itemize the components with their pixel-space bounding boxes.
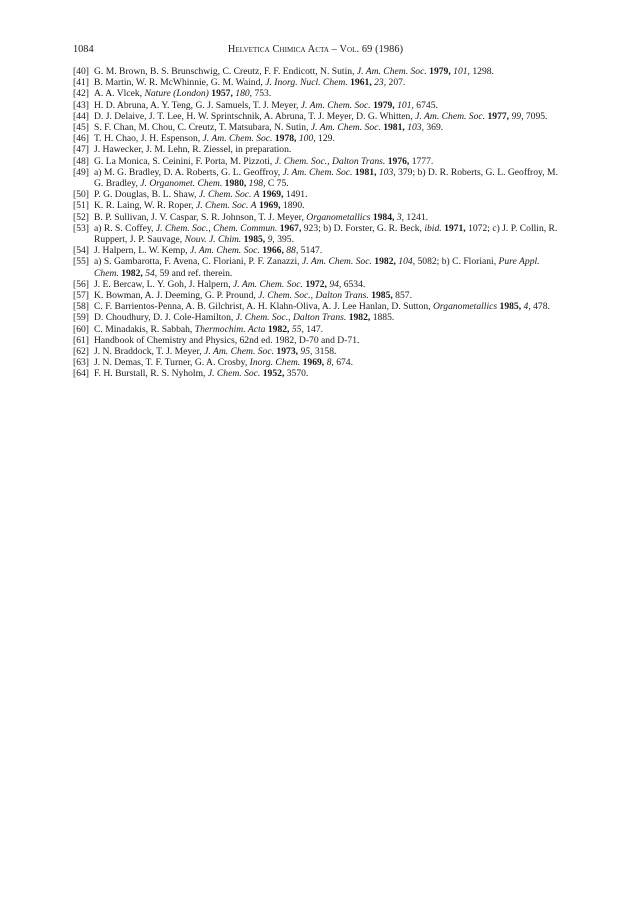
reference-italic-run: Pure Appl. Chem.: [94, 256, 540, 279]
reference-italic-run: J. Chem. Soc.: [207, 368, 261, 380]
reference-italic-run: Organometallics: [306, 211, 371, 223]
reference-text-run: 7095.: [523, 110, 548, 122]
reference-italic-run: 54,: [145, 267, 158, 279]
reference-number: [59]: [73, 312, 89, 324]
reference-year: 1980,: [224, 178, 247, 190]
reference-text-run: a) R. S. Coffey,: [94, 222, 156, 234]
reference-italic-run: J. Chem. Soc. A: [198, 189, 260, 201]
reference-italic-run: Inorg. Chem.: [249, 357, 301, 369]
reference-text: [94, 335, 558, 346]
page-header: [73, 44, 558, 58]
reference-text-run: 369.: [423, 122, 444, 134]
reference-entry: [73, 357, 558, 368]
reference-italic-run: J. Organomet. Chem.: [140, 178, 223, 190]
reference-entry: [73, 88, 558, 99]
reference-italic-run: 8,: [326, 357, 334, 369]
reference-italic-run: Organometallics: [432, 301, 498, 313]
reference-text: [94, 324, 558, 335]
reference-italic-run: 101,: [397, 99, 414, 111]
reference-year: 1969,: [261, 189, 284, 201]
reference-entry: [73, 290, 558, 301]
reference-text: [94, 133, 558, 144]
running-header: Helvetica Chimica Acta – Vol. 69 (1986): [227, 44, 404, 55]
reference-text-run: 1072; c) J. P. Collin, R. Ruppert, J. P. Sauvage,: [94, 222, 558, 246]
reference-text: [94, 256, 558, 278]
reference-italic-run: J. Chem. Soc., Dalton Trans.: [274, 155, 386, 167]
reference-text-run: G. La Monica, S. Ceinini, F. Porta, M. Pizzoti,: [94, 155, 275, 167]
reference-number: [53]: [73, 222, 89, 234]
reference-entry: [73, 122, 558, 133]
reference-text-run: 129.: [315, 133, 335, 145]
reference-text-run: 5147.: [298, 245, 323, 257]
reference-entry: [73, 368, 558, 379]
reference-text: [94, 111, 558, 122]
reference-text-run: 1885.: [370, 312, 395, 324]
reference-entry: [73, 66, 558, 77]
reference-year: 1976,: [387, 155, 410, 167]
reference-text: [94, 77, 558, 88]
reference-text: [94, 167, 558, 189]
reference-year: 1985,: [243, 234, 266, 246]
reference-number: [45]: [73, 122, 89, 134]
reference-text-run: 478.: [530, 301, 550, 313]
reference-italic-run: J. Chem. Soc., Chem. Commun.: [155, 222, 278, 234]
reference-text-run: J. N. Demas, T. F. Turner, G. A. Crosby,: [94, 357, 250, 369]
reference-italic-run: 23,: [374, 77, 387, 89]
reference-entry: [73, 200, 558, 211]
reference-entry: [73, 279, 558, 290]
reference-entry: [73, 324, 558, 335]
reference-italic-run: J. Am. Chem. Soc.: [310, 122, 381, 134]
reference-italic-run: J. Am. Chem. Soc.: [300, 99, 371, 111]
reference-text: [94, 66, 558, 77]
reference-text-run: 207.: [386, 77, 406, 89]
reference-number: [61]: [73, 334, 89, 346]
reference-text: [94, 122, 558, 133]
reference-number: [48]: [73, 155, 89, 167]
reference-year: 1979,: [373, 99, 395, 111]
reference-text-run: 147.: [303, 323, 324, 335]
reference-italic-run: 94,: [329, 278, 342, 290]
reference-year: 1982,: [348, 312, 371, 324]
reference-text-run: 923; b) D. Forster, G. R. Beck,: [301, 222, 425, 234]
reference-text: [94, 346, 558, 357]
reference-text-run: a) M. G. Bradley, D. A. Roberts, G. L. Geoffroy,: [94, 166, 283, 178]
reference-text-run: 1241.: [404, 211, 429, 223]
reference-text: [94, 189, 558, 200]
reference-entry: [73, 312, 558, 323]
reference-text-run: H. D. Abruna, A. Y. Teng, G. J. Samuels, T. J. Meyer,: [94, 99, 301, 111]
reference-entry: [73, 156, 558, 167]
reference-year: 1973,: [276, 346, 299, 358]
reference-italic-run: J. Am. Chem. Soc.: [356, 66, 427, 77]
page-number: 1084: [73, 44, 94, 55]
reference-italic-run: J. Chem. Soc. A: [195, 200, 257, 212]
reference-number: [42]: [73, 88, 89, 100]
reference-italic-run: Thermochim. Acta: [194, 323, 266, 335]
reference-number: [57]: [73, 290, 89, 302]
reference-italic-run: J. Am. Chem. Soc.: [202, 133, 273, 145]
reference-italic-run: ibid.: [424, 222, 442, 234]
reference-text: [94, 200, 558, 211]
reference-year: 1982,: [374, 256, 396, 268]
reference-text-run: 674.: [333, 357, 353, 369]
reference-text-run: S. F. Chan, M. Chou, C. Creutz, T. Matsubara, N. Sutin,: [94, 122, 311, 134]
reference-entry: [73, 335, 558, 346]
reference-text-run: 1491.: [283, 189, 308, 201]
reference-year: 1981,: [354, 166, 377, 178]
reference-number: [55]: [73, 256, 89, 268]
reference-italic-run: 55,: [291, 323, 304, 335]
reference-number: [49]: [73, 166, 89, 178]
reference-text-run: C 75.: [265, 178, 289, 190]
reference-year: 1978,: [274, 133, 297, 145]
reference-text-run: 1890.: [280, 200, 305, 212]
reference-year: 1952,: [262, 368, 285, 380]
reference-entry: [73, 189, 558, 200]
reference-number: [63]: [73, 357, 89, 369]
reference-text: [94, 279, 558, 290]
reference-text-run: T. H. Chao, J. H. Espenson,: [94, 133, 203, 145]
reference-text-run: B. P. Sullivan, J. V. Caspar, S. R. Johnson, T. J. Meyer,: [94, 211, 307, 223]
reference-text-run: D. Choudhury, D. J. Cole-Hamilton,: [94, 312, 236, 324]
reference-text-run: 6534.: [341, 278, 366, 290]
reference-number: [43]: [73, 99, 89, 111]
reference-entry: [73, 245, 558, 256]
reference-italic-run: 88,: [286, 245, 299, 257]
reference-entry: [73, 144, 558, 155]
reference-italic-run: 9,: [267, 234, 275, 246]
reference-number: [51]: [73, 200, 89, 212]
reference-text-run: 5082; b) C. Floriani,: [415, 256, 499, 268]
reference-number: [50]: [73, 189, 89, 201]
reference-text-run: 3570.: [284, 368, 309, 380]
reference-year: 1981,: [383, 122, 405, 134]
reference-text: [94, 301, 558, 312]
reference-italic-run: 4,: [523, 301, 531, 313]
reference-year: 1977,: [487, 110, 510, 122]
reference-text: [94, 223, 558, 245]
reference-text: [94, 312, 558, 323]
reference-text-run: J. E. Bercaw, L. Y. Goh, J. Halpern,: [94, 278, 233, 290]
reference-year: 1967,: [279, 222, 302, 234]
reference-number: [60]: [73, 323, 89, 335]
reference-number: [58]: [73, 301, 89, 313]
reference-text: [94, 290, 558, 301]
reference-text-run: 857.: [392, 290, 412, 302]
reference-text-run: 3158.: [312, 346, 337, 358]
reference-italic-run: J. Am. Chem. Soc.: [233, 278, 303, 290]
reference-text-run: P. G. Douglas, B. L. Shaw,: [94, 189, 199, 201]
reference-entry: [73, 111, 558, 122]
reference-text-run: J. Halpern, L. W. Kemp,: [94, 245, 190, 257]
reference-text: [94, 88, 558, 99]
reference-year: 1969,: [302, 357, 325, 369]
reference-text-run: F. H. Burstall, R. S. Nyholm,: [94, 368, 208, 380]
reference-number: [62]: [73, 346, 89, 358]
reference-text-run: 1777.: [409, 155, 434, 167]
reference-text-run: D. J. Delaive, J. T. Lee, H. W. Sprintschnik, A. Abruna, T. J. Meyer, D. G. Whitten,: [94, 110, 416, 122]
reference-italic-run: J. Inorg. Nucl. Chem.: [265, 77, 348, 89]
reference-list: [73, 66, 558, 380]
reference-text: [94, 212, 558, 223]
reference-year: 1982,: [121, 267, 143, 279]
reference-entry: [73, 301, 558, 312]
reference-number: [44]: [73, 110, 89, 122]
reference-text-run: K. Bowman, A. J. Deeming, G. P. Pround,: [94, 290, 259, 302]
reference-number: [46]: [73, 133, 89, 145]
reference-italic-run: 104,: [398, 256, 416, 268]
reference-italic-run: 3,: [396, 211, 405, 223]
reference-entry: [73, 77, 558, 88]
reference-italic-run: J. Am. Chem. Soc.: [415, 110, 486, 122]
reference-italic-run: J. Chem. Soc., Dalton Trans.: [258, 290, 369, 302]
reference-year: 1961,: [350, 77, 372, 89]
reference-text-run: J. Hawecker, J. M. Lehn, R. Ziessel, in preparation.: [94, 144, 292, 156]
reference-text-run: a) S. Gambarotta, F. Avena, C. Floriani, P. F. Zanazzi,: [94, 256, 302, 268]
reference-text: [94, 100, 558, 111]
reference-number: [41]: [73, 77, 89, 89]
reference-italic-run: 180,: [235, 88, 253, 100]
reference-text: [94, 144, 558, 155]
reference-italic-run: 95,: [300, 346, 313, 358]
reference-italic-run: 99,: [511, 110, 524, 122]
reference-number: [47]: [73, 144, 89, 156]
reference-number: [52]: [73, 211, 89, 223]
reference-italic-run: Nouv. J. Chim.: [184, 234, 242, 246]
reference-italic-run: J. Chem. Soc., Dalton Trans.: [235, 312, 347, 324]
reference-italic-run: J. Am. Chem. Soc.: [189, 245, 260, 257]
reference-text: [94, 368, 558, 379]
reference-text: [94, 245, 558, 256]
reference-italic-run: Nature (London): [144, 88, 209, 100]
reference-text-run: 753.: [252, 88, 272, 100]
reference-year: 1957,: [211, 88, 233, 100]
reference-text-run: C. F. Barrientos-Penna, A. B. Gilchrist, A. H. Klahn-Oliva, A. J. Lee Hanlan, D. Sutton,: [94, 301, 433, 313]
reference-year: 1985,: [499, 301, 522, 313]
reference-text-run: 6745.: [413, 99, 438, 111]
reference-italic-run: J. Am. Chem. Soc.: [301, 256, 372, 268]
reference-text-run: K. R. Laing, W. R. Roper,: [94, 200, 196, 212]
reference-text-run: B. Martin, W. R. McWhinnie, G. M. Waind,: [94, 77, 266, 89]
reference-year: 1982,: [267, 323, 290, 335]
reference-text-run: A. A. Vlcek,: [94, 88, 145, 100]
reference-entry: [73, 133, 558, 144]
reference-number: [56]: [73, 278, 89, 290]
reference-entry: [73, 100, 558, 111]
reference-italic-run: 198,: [248, 178, 266, 190]
reference-year: 1979,: [429, 66, 451, 77]
reference-text: [94, 156, 558, 167]
reference-text-run: 1298.: [469, 66, 494, 77]
reference-entry: [73, 256, 558, 278]
reference-text-run: Handbook of Chemistry and Physics, 62nd ed. 1982, D-70 and D-71.: [94, 334, 360, 346]
reference-italic-run: J. Am. Chem. Soc.: [282, 166, 353, 178]
reference-text-run: 395.: [274, 234, 294, 246]
reference-entry: [73, 223, 558, 245]
reference-text: [94, 357, 558, 368]
reference-number: [40]: [73, 66, 89, 77]
reference-number: [64]: [73, 368, 89, 380]
reference-year: 1966,: [262, 245, 284, 257]
reference-year: 1971,: [444, 222, 466, 234]
reference-text-run: 59 and ref. therein.: [157, 267, 233, 279]
reference-italic-run: J. Am. Chem. Soc.: [204, 346, 275, 358]
reference-year: 1985,: [371, 290, 393, 302]
reference-entry: [73, 167, 558, 189]
reference-text-run: C. Minadakis, R. Sabbah,: [94, 323, 195, 335]
reference-text-run: G. M. Brown, B. S. Brunschwig, C. Creutz, F. F. Endicott, N. Sutin,: [94, 66, 357, 77]
reference-italic-run: 103,: [378, 166, 396, 178]
reference-entry: [73, 346, 558, 357]
reference-italic-run: 101,: [453, 66, 470, 77]
reference-italic-run: 103,: [407, 122, 424, 134]
reference-text-run: 379; b) D. R. Roberts, G. L. Geoffroy, M. G. Bradley,: [94, 166, 558, 190]
reference-entry: [73, 212, 558, 223]
reference-text-run: J. N. Braddock, T. J. Meyer,: [94, 346, 205, 358]
reference-year: 1969,: [258, 200, 281, 212]
reference-year: 1972,: [305, 278, 327, 290]
reference-year: 1984,: [372, 211, 395, 223]
reference-number: [54]: [73, 245, 89, 257]
reference-italic-run: 100,: [298, 133, 316, 145]
